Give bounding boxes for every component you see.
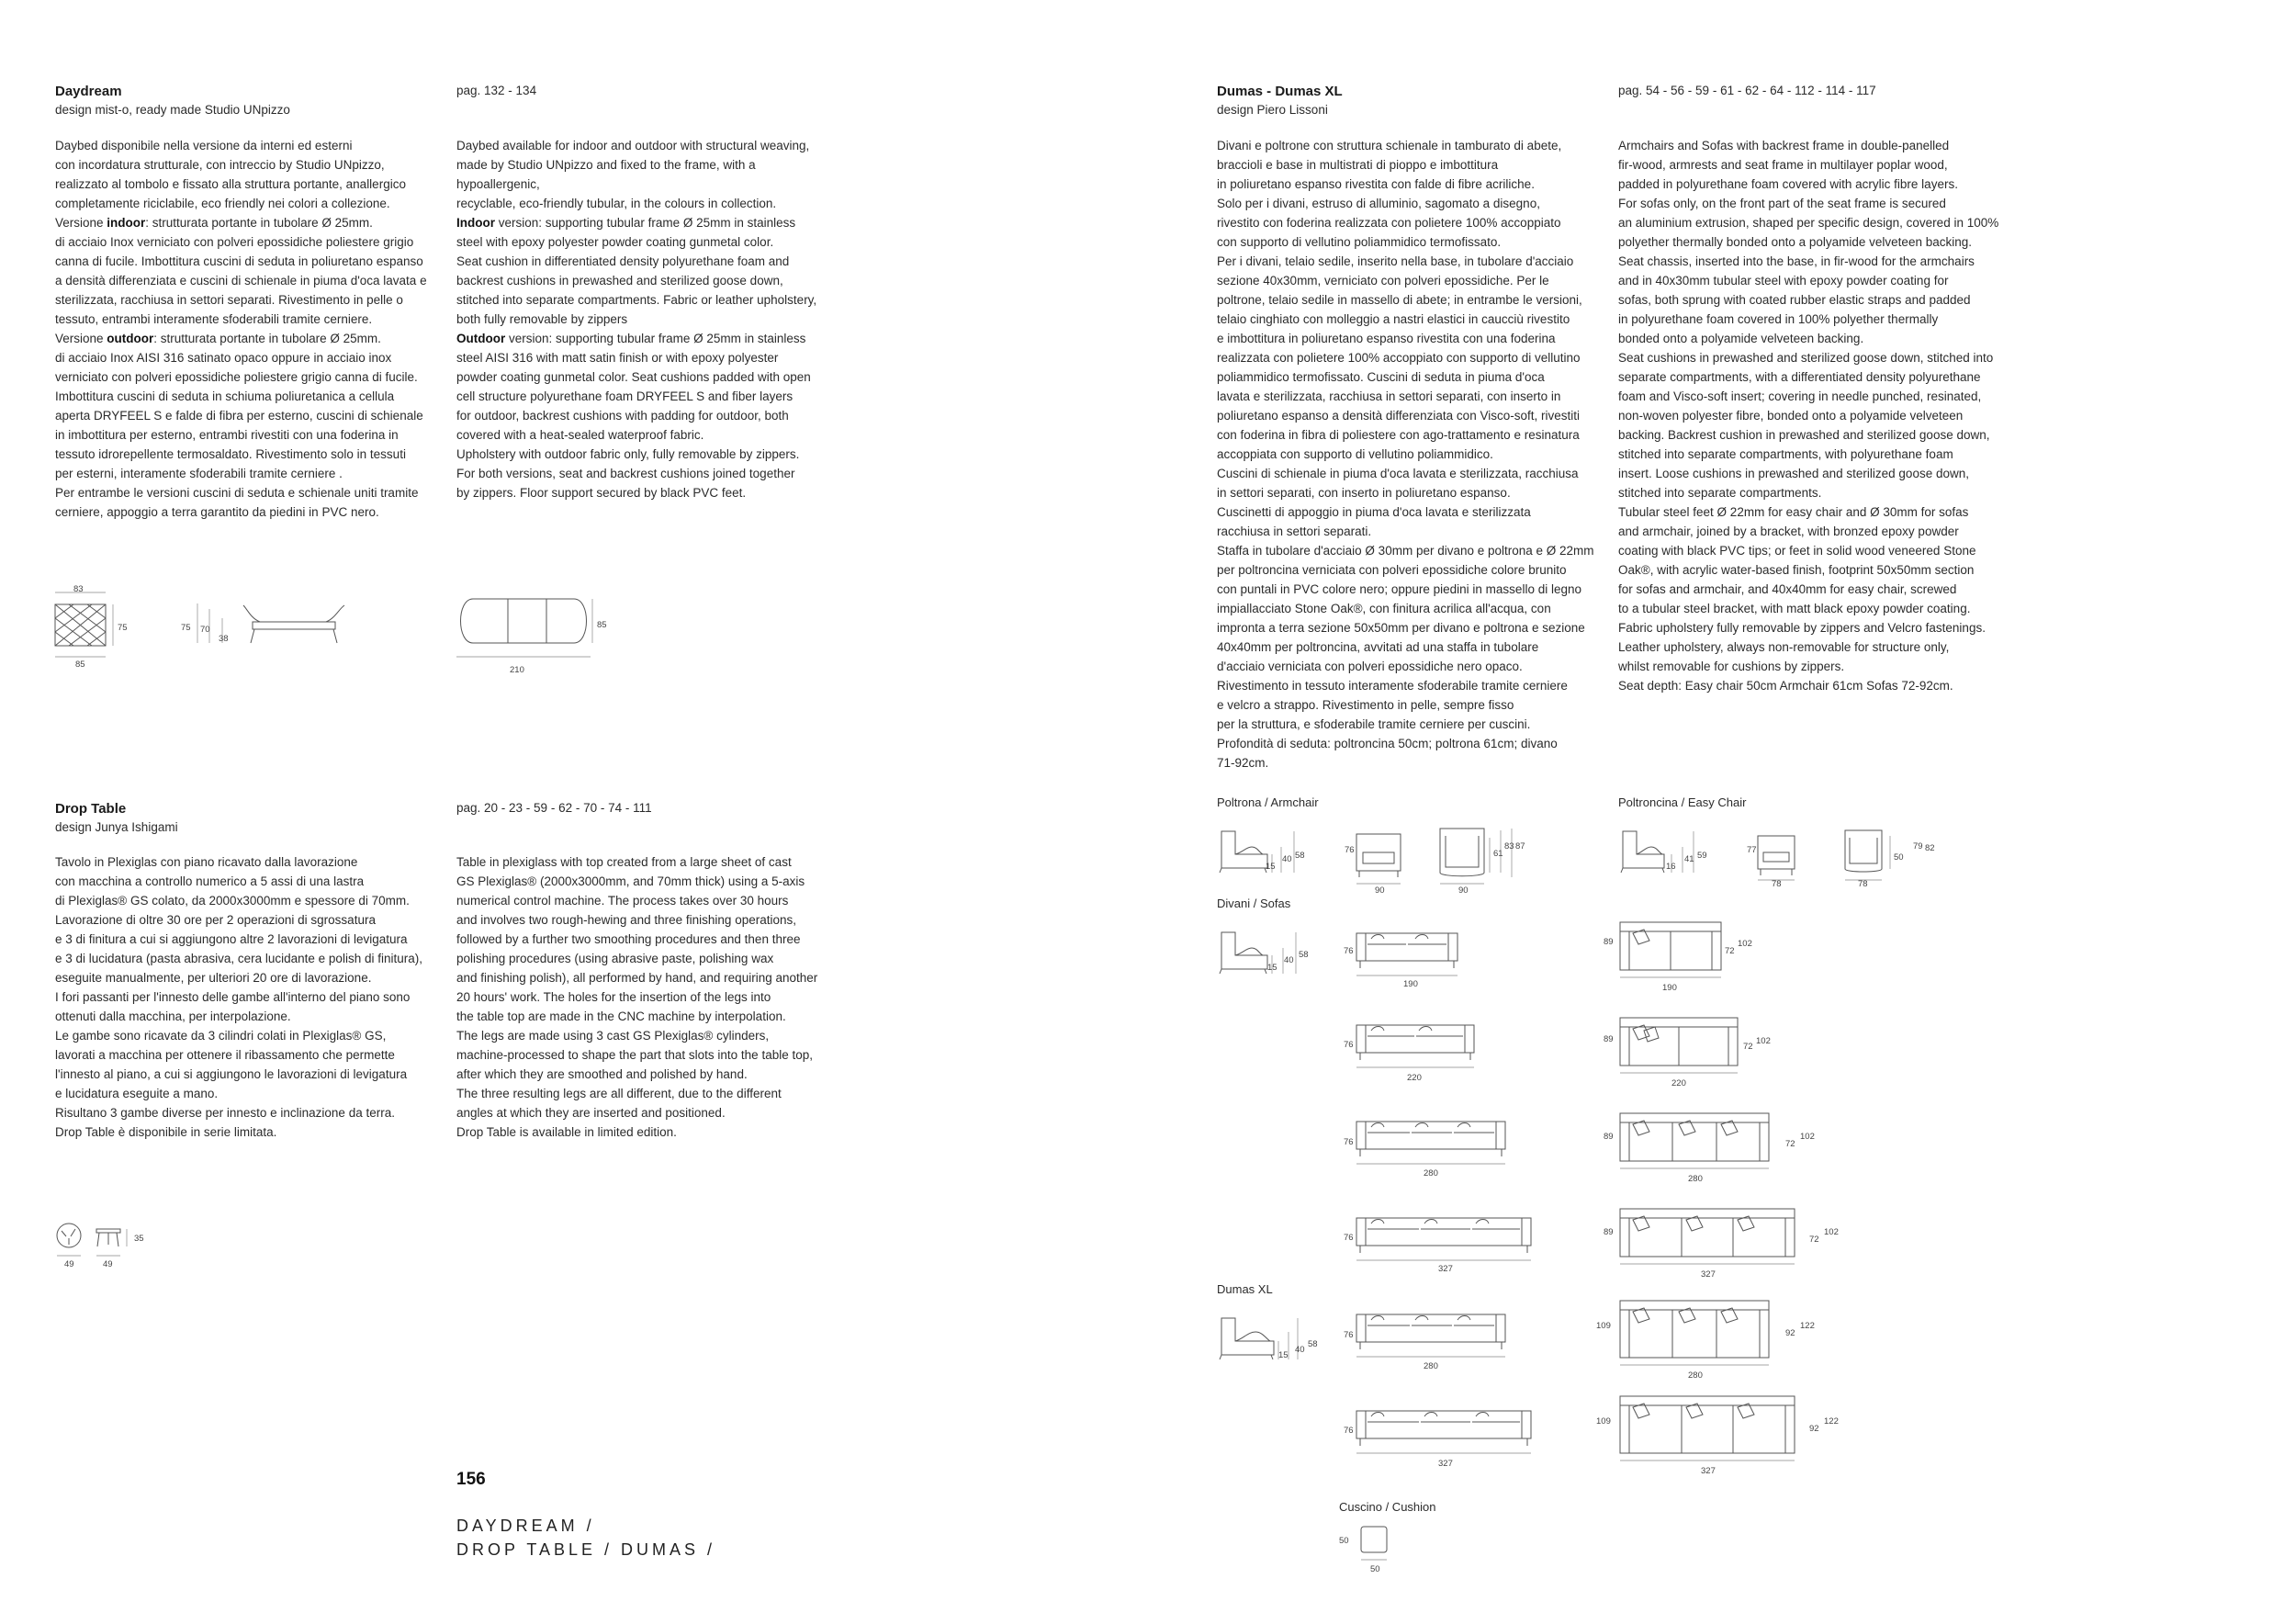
daydream-text-it (55, 136, 459, 522)
front-h-6: 76 (1344, 1426, 1354, 1436)
text-line: verniciato con polveri epossidiche poliestere grigio canna di fucile. (55, 370, 418, 384)
text-line: con incordatura strutturale, con intreccio by Studio UNpizzo, (55, 158, 385, 172)
text-line: Drop Table è disponibile in serie limitata. (55, 1125, 277, 1139)
plan-d2-1: 72 (1725, 946, 1735, 956)
front-w-1: 190 (1403, 979, 1418, 989)
text-line: 20 hours' work. The holes for the insertion of the legs into (456, 990, 771, 1004)
plan-w-2: 220 (1671, 1078, 1686, 1088)
text-line: Imbottitura cuscini di seduta in schiuma poliuretanica a cellula (55, 389, 395, 403)
easy-dim-d2: 79 (1913, 841, 1923, 851)
plan-d3-2: 102 (1756, 1036, 1771, 1046)
daydream-dim-c: 85 (75, 660, 85, 670)
text-line: tessuto, entrambi interamente sfoderabili tramite cerniere. (55, 312, 373, 326)
cushion-drawing (1359, 1525, 1396, 1566)
text-line: lavorati a macchina per ottenere il ribassamento che permette (55, 1048, 395, 1062)
text-line: and armchair, joined by a bracket, with bronzed epoxy powder (1618, 524, 1959, 538)
drop-table-dim-b: 49 (103, 1259, 113, 1269)
text-line: Tubular steel feet Ø 22mm for easy chair and Ø 30mm for sofas (1618, 505, 1969, 519)
text-line: canna di fucile. Imbottitura cuscini di seduta in poliuretano espanso (55, 254, 423, 268)
text-line: sofas, both sprung with coated rubber elastic straps and padded (1618, 293, 1971, 307)
text-line: per poltroncina verniciata con polveri epossidiche colore brunito (1217, 563, 1567, 577)
text-line: and finishing polish), all performed by hand, and requiring another (456, 971, 818, 985)
text-line: lavata e sterilizzata, racchiusa in settori separati, con inserto in (1217, 389, 1561, 403)
drop-table-text-en (456, 852, 861, 1142)
front-h-3: 76 (1344, 1137, 1354, 1147)
text-line: cell structure polyurethane foam DRYFEEL S and fiber layers (456, 389, 793, 403)
text-line: Lavorazione di oltre 30 ore per 2 operazioni di sgrossatura (55, 913, 376, 927)
text-line: and involves two rough-hewing and three finishing operations, (456, 913, 796, 927)
front-w-5: 280 (1424, 1361, 1438, 1371)
text-line: fir-wood, armrests and seat frame in multilayer poplar wood, (1618, 158, 1948, 172)
text-line: aperta DRYFEEL S e falde di fibra per esterno, cuscini di schienale (55, 409, 423, 423)
text-line: followed by a further two smoothing procedures and then three (456, 932, 801, 946)
text-line: non-woven polyester fibre, bonded onto a polyamide velveteen (1618, 409, 1964, 423)
text-line: whilst removable for cushions by zippers. (1618, 660, 1845, 673)
xl-plan-w-2: 327 (1701, 1466, 1716, 1476)
dumas-text-it (1217, 136, 1621, 773)
text-line: Table in plexiglass with top created from a large sheet of cast (456, 855, 792, 869)
text-line: eseguite manualmente, per ulteriori 20 ore di lavorazione. (55, 971, 372, 985)
text-line: after which they are smoothed and polished by hand. (456, 1067, 748, 1081)
xl-plan-d2-2: 92 (1809, 1424, 1819, 1434)
footer-line-2: DROP TABLE / DUMAS / (456, 1540, 716, 1559)
text-line: e lucidatura eseguite a mano. (55, 1087, 219, 1100)
text-line: and in 40x30mm tubular steel with epoxy powder coating for (1618, 274, 1949, 288)
easy-dim-w2: 78 (1858, 879, 1868, 889)
sofa-dim-h1: 15 (1267, 963, 1277, 973)
arm-dim-d1: 61 (1493, 849, 1503, 859)
text-line: con supporto di vellutino poliammidico termofissato. (1217, 235, 1502, 249)
arm-dim-d3: 87 (1515, 841, 1525, 851)
xl-plan-280 (1618, 1299, 1802, 1368)
cushion-dim-b: 50 (1370, 1564, 1380, 1574)
dumas-armchair-label: Poltrona / Armchair (1217, 795, 1319, 809)
drop-table-dim-c: 35 (134, 1234, 144, 1244)
daydream-dim-f: 38 (219, 634, 229, 644)
xl-plan-327 (1618, 1394, 1820, 1463)
easy-chair-drawings (1618, 827, 1894, 891)
text-line: Drop Table is available in limited edition. (456, 1125, 677, 1139)
daydream-dim-d: 75 (181, 623, 191, 633)
text-line: in settori separati, con inserto in poliuretano espanso. (1217, 486, 1511, 500)
text-line: Rivestimento in tessuto interamente sfoderabile tramite cerniere (1217, 679, 1568, 693)
text-line: Oak®, with acrylic water-based finish, footprint 50x50mm section (1618, 563, 1975, 577)
text-line: in polyurethane foam covered in 100% polyether thermally (1618, 312, 1939, 326)
front-w-3: 280 (1424, 1168, 1438, 1179)
plan-d3-3: 102 (1800, 1132, 1815, 1142)
text-line: Indoor version: supporting tubular frame Ø 25mm in stainless (456, 216, 796, 230)
sofa-dim-h3: 58 (1299, 950, 1309, 960)
text-line: made by Studio UNpizzo and fixed to the frame, with a (456, 158, 756, 172)
xl-front-280 (1355, 1309, 1520, 1359)
dumas-designer: design Piero Lissoni (1217, 103, 1328, 117)
footer-section-title (456, 1514, 715, 1562)
front-w-2: 220 (1407, 1073, 1422, 1083)
text-line: Leather upholstery, always non-removable for structure only, (1618, 640, 1950, 654)
text-line: telaio cinghiato con molleggio a nastri elastici in caucciù rivestito (1217, 312, 1570, 326)
xl-plan-d1-2: 109 (1596, 1416, 1611, 1427)
easy-dim-f: 77 (1747, 845, 1757, 855)
text-line: Armchairs and Sofas with backrest frame in double-panelled (1618, 139, 1950, 152)
text-line: l'innesto al piano, a cui si aggiungono le lavorazioni di levigatura (55, 1067, 408, 1081)
text-line: cerniere, appoggio a terra garantito da piedini in PVC nero. (55, 505, 379, 519)
text-line: per la struttura, e sfoderabile tramite cerniere per cuscini. (1217, 717, 1531, 731)
text-line: For both versions, seat and backrest cushions joined together (456, 467, 795, 480)
text-line: di Plexiglas® GS colato, da 2000x3000mm e spessore di 70mm. (55, 894, 410, 908)
front-w-6: 327 (1438, 1459, 1453, 1469)
text-line: angles at which they are inserted and positioned. (456, 1106, 726, 1120)
drop-table-designer: design Junya Ishigami (55, 820, 178, 834)
text-line: di acciaio Inox verniciato con polveri epossidiche poliestere grigio (55, 235, 414, 249)
front-w-4: 327 (1438, 1264, 1453, 1274)
daydream-dim-g: 85 (597, 620, 607, 630)
text-line: in poliuretano espanso rivestita con falde di fibre acriliche. (1217, 177, 1535, 191)
text-line: I fori passanti per l'innesto delle gambe all'interno del piano sono (55, 990, 411, 1004)
page-number: 156 (456, 1470, 486, 1489)
text-line: coating with black PVC tips; or feet in solid wood veneered Stone (1618, 544, 1976, 558)
plan-d2-4: 72 (1809, 1235, 1819, 1245)
text-line: 71-92cm. (1217, 756, 1269, 770)
xl-plan-d3-2: 122 (1824, 1416, 1839, 1427)
daydream-dim-a: 83 (73, 584, 84, 594)
front-h-5: 76 (1344, 1330, 1354, 1340)
xl-dim-h1: 15 (1278, 1350, 1289, 1360)
text-line: The three resulting legs are all different, due to the different (456, 1087, 782, 1100)
text-line: Staffa in tubolare d'acciaio Ø 30mm per divano e poltrona e Ø 22mm (1217, 544, 1594, 558)
text-line: padded in polyurethane foam covered with acrylic fibre layers. (1618, 177, 1958, 191)
drop-table-dim-a: 49 (64, 1259, 74, 1269)
plan-d1-2: 89 (1604, 1034, 1614, 1044)
plan-d3-1: 102 (1738, 939, 1752, 949)
text-line: For sofas only, on the front part of the seat frame is secured (1618, 197, 1946, 210)
dumas-xl-label: Dumas XL (1217, 1282, 1273, 1296)
text-line: Seat depth: Easy chair 50cm Armchair 61cm Sofas 72-92cm. (1618, 679, 1953, 693)
text-line: con macchina a controllo numerico a 5 assi di una lastra (55, 874, 365, 888)
plan-d2-3: 72 (1785, 1139, 1795, 1149)
sofa-front-327 (1355, 1212, 1548, 1263)
dumas-title: Dumas - Dumas XL (1217, 84, 1343, 99)
text-line: machine-processed to shape the part that slots into the table top, (456, 1048, 813, 1062)
text-line: tessuto idrorepellente termosaldato. Rivestimento solo in tessuti (55, 447, 406, 461)
text-line: for sofas and armchair, and 40x40mm for easy chair, screwed (1618, 582, 1957, 596)
plan-d3-4: 102 (1824, 1227, 1839, 1237)
dumas-header (1217, 83, 1621, 118)
text-line: sezione 40x30mm, verniciato con polveri epossidiche. Per le (1217, 274, 1549, 288)
text-line: numerical control machine. The process takes over 30 hours (456, 894, 789, 908)
daydream-text-en (456, 136, 861, 502)
text-line: a densità differenziata e cuscini di schienale in piuma d'oca lavata e (55, 274, 427, 288)
sofa-front-280 (1355, 1116, 1520, 1167)
plan-d2-2: 72 (1743, 1042, 1753, 1052)
daydream-header (55, 83, 459, 118)
text-line: stitched into separate compartments. Fabric or leather upholstery, (456, 293, 817, 307)
dumas-cushion-label: Cuscino / Cushion (1339, 1500, 1436, 1514)
text-line: racchiusa in settori separati. (1217, 524, 1372, 538)
daydream-designer: design mist-o, ready made Studio UNpizzo (55, 103, 290, 117)
text-line: Solo per i divani, estruso di alluminio, sagomato a disegno, (1217, 197, 1540, 210)
plan-w-1: 190 (1662, 983, 1677, 993)
dumas-easy-chair-label: Poltroncina / Easy Chair (1618, 795, 1747, 809)
dumas-text-en (1618, 136, 2022, 695)
text-line: powder coating gunmetal color. Seat cushions padded with open (456, 370, 811, 384)
xl-dim-h2: 40 (1295, 1345, 1305, 1355)
text-line: Tavolo in Plexiglas con piano ricavato dalla lavorazione (55, 855, 358, 869)
daydream-dim-b: 75 (118, 623, 128, 633)
easy-dim-w1: 78 (1772, 879, 1782, 889)
easy-dim-d3: 82 (1925, 843, 1935, 853)
easy-dim-h3: 59 (1697, 851, 1707, 861)
text-line: Seat cushion in differentiated density polyurethane foam and (456, 254, 790, 268)
xl-plan-d1-1: 109 (1596, 1321, 1611, 1331)
text-line: polyether thermally bonded onto a polyamide velveteen backing. (1618, 235, 1972, 249)
sofa-plan-280 (1618, 1111, 1802, 1171)
arm-dim-d2: 83 (1504, 841, 1514, 851)
text-line: sterilizzata, racchiusa in settori separati. Rivestimento in pelle o (55, 293, 403, 307)
arm-dim-h2: 40 (1282, 854, 1292, 864)
text-line: Versione outdoor: strutturata portante in tubolare Ø 25mm. (55, 332, 381, 345)
plan-d1-4: 89 (1604, 1227, 1614, 1237)
text-line: Risultano 3 gambe diverse per innesto e inclinazione da terra. (55, 1106, 395, 1120)
text-line: backrest cushions in prewashed and sterilized goose down, (456, 274, 783, 288)
text-line: con puntali in PVC colore nero; oppure piedini in massello di legno (1217, 582, 1581, 596)
xl-plan-w-1: 280 (1688, 1370, 1703, 1381)
text-line: accoppiata con supporto di vellutino poliammidico. (1217, 447, 1493, 461)
daydream-title: Daydream (55, 84, 122, 99)
text-line: e imbottitura in poliuretano espanso rivestita con una foderina (1217, 332, 1556, 345)
text-line: recyclable, eco-friendly tubular, in the colours in collection. (456, 197, 777, 210)
text-line: di acciaio Inox AISI 316 satinato opaco oppure in acciaio inox (55, 351, 392, 365)
text-line: the table top are made in the CNC machine by interpolation. (456, 1009, 786, 1023)
text-line: stitched into separate compartments, with polyurethane foam (1618, 447, 1953, 461)
footer-line-1: DAYDREAM / (456, 1517, 595, 1535)
xl-plan-d3-1: 122 (1800, 1321, 1815, 1331)
sofa-front-190 (1355, 928, 1474, 978)
text-line: bonded onto a polyamide velveteen backing. (1618, 332, 1864, 345)
text-line: hypoallergenic, (456, 177, 540, 191)
text-line: braccioli e base in multistrati di pioppo e imbottitura (1217, 158, 1499, 172)
text-line: poltrone, telaio sedile in massello di abete; in entrambe le versioni, (1217, 293, 1582, 307)
text-line: ottenuti dalla macchina, per interpolazione. (55, 1009, 291, 1023)
easy-dim-h1: 16 (1666, 862, 1676, 872)
text-line: The legs are made using 3 cast GS Plexiglas® cylinders, (456, 1029, 770, 1043)
drop-table-header (55, 800, 459, 836)
text-line: con foderina in fibra di poliestere con ago-trattamento e resinatura (1217, 428, 1580, 442)
drop-table-pages: pag. 20 - 23 - 59 - 62 - 70 - 74 - 111 (456, 801, 652, 815)
text-line: Cuscinetti di appoggio in piuma d'oca lavata e sterilizzata (1217, 505, 1531, 519)
text-line: backing. Backrest cushion in prewashed and sterilized goose down, (1618, 428, 1990, 442)
plan-w-3: 280 (1688, 1174, 1703, 1184)
text-line: Seat chassis, inserted into the base, in fir-wood for the armchairs (1618, 254, 1975, 268)
xl-dim-h3: 58 (1308, 1339, 1318, 1349)
cushion-dim-a: 50 (1339, 1536, 1349, 1546)
text-line: per esterni, interamente sfoderabili tramite cerniere . (55, 467, 343, 480)
xl-plan-d2-1: 92 (1785, 1328, 1795, 1338)
daydream-pages: pag. 132 - 134 (456, 84, 537, 97)
text-line: e velcro a strappo. Rivestimento in pelle, sempre fisso (1217, 698, 1514, 712)
text-line: Versione indoor: strutturata portante in tubolare Ø 25mm. (55, 216, 373, 230)
text-line: Profondità di seduta: poltroncina 50cm; poltrona 61cm; divano (1217, 737, 1558, 750)
text-line: steel AISI 316 with matt satin finish or with epoxy polyester (456, 351, 779, 365)
text-line: Le gambe sono ricavate da 3 cilindri colati in Plexiglas® GS, (55, 1029, 387, 1043)
text-line: Upholstery with outdoor fabric only, fully removable by zippers. (456, 447, 800, 461)
text-line: realizzato al tombolo e fissato alla struttura portante, anallergico (55, 177, 406, 191)
plan-d1-1: 89 (1604, 937, 1614, 947)
text-line: Cuscini di schienale in piuma d'oca lavata e sterilizzata, racchiusa (1217, 467, 1579, 480)
text-line: Seat cushions in prewashed and sterilized goose down, stitched into (1618, 351, 1994, 365)
dumas-pages: pag. 54 - 56 - 59 - 61 - 62 - 64 - 112 - 114 - 117 (1618, 84, 1876, 97)
text-line: Outdoor version: supporting tubular frame Ø 25mm in stainless (456, 332, 806, 345)
text-line: e 3 di lucidatura (pasta abrasiva, cera lucidante e polish di finitura), (55, 952, 422, 965)
text-line: realizzata con polietere 100% accoppiato con supporto di vellutino (1217, 351, 1581, 365)
front-h-1: 76 (1344, 946, 1354, 956)
drop-table-text-it (55, 852, 459, 1142)
text-line: 40x40mm per poltroncina, avvitati ad una staffa in tubolare (1217, 640, 1539, 654)
text-line: foam and Visco-soft insert; covering in needle punched, resinated, (1618, 389, 1982, 403)
arm-dim-w2: 90 (1458, 885, 1469, 896)
text-line: in imbottitura per esterno, entrambi rivestiti con una foderina in (55, 428, 399, 442)
daydream-top-drawing (455, 597, 611, 675)
text-line: by zippers. Floor support secured by black PVC feet. (456, 486, 747, 500)
text-line: for outdoor, backrest cushions with padding for outdoor, both (456, 409, 789, 423)
drop-table-title: Drop Table (55, 801, 127, 817)
text-line: Per entrambe le versioni cuscini di seduta e schienale uniti tramite (55, 486, 419, 500)
text-line: poliuretano espanso a densità differenziata con Visco-soft, rivestiti (1217, 409, 1580, 423)
text-line: polishing procedures (using abrasive paste, polishing wax (456, 952, 774, 965)
text-line: separate compartments, with a differentiated density polyurethane (1618, 370, 1981, 384)
text-line: covered with a heat-sealed waterproof fabric. (456, 428, 704, 442)
text-line: insert. Loose cushions in prewashed and sterilized goose down, (1618, 467, 1969, 480)
text-line: Daybed available for indoor and outdoor with structural weaving, (456, 139, 810, 152)
arm-dim-h3: 58 (1295, 851, 1305, 861)
text-line: Fabric upholstery fully removable by zippers and Velcro fastenings. (1618, 621, 1986, 635)
text-line: both fully removable by zippers (456, 312, 628, 326)
text-line: rivestito con foderina realizzata con polietere 100% accoppiato (1217, 216, 1561, 230)
xl-front-327 (1355, 1405, 1548, 1456)
text-line: Daybed disponibile nella versione da interni ed esterni (55, 139, 353, 152)
sofa-front-220 (1355, 1020, 1492, 1070)
arm-dim-f: 76 (1345, 845, 1355, 855)
easy-dim-h2: 41 (1684, 854, 1694, 864)
text-line: d'acciaio verniciata con polveri epossidiche nero opaco. (1217, 660, 1523, 673)
front-h-2: 76 (1344, 1040, 1354, 1050)
text-line: completamente riciclabile, eco friendly nei colori a collezione. (55, 197, 390, 210)
text-line: to a tubular steel bracket, with matt black epoxy powder coating. (1618, 602, 1971, 615)
xl-side-drawing (1217, 1314, 1300, 1369)
text-line: poliammidico termofissato. Cuscini di seduta in piuma d'oca (1217, 370, 1545, 384)
text-line: an aluminium extrusion, shaped per specific design, covered in 100% (1618, 216, 1999, 230)
text-line: steel with epoxy polyester powder coating gunmetal color. (456, 235, 774, 249)
dumas-sofas-label: Divani / Sofas (1217, 897, 1291, 910)
text-line: impiallacciato Stone Oak®, con finitura acrilica all'acqua, con (1217, 602, 1551, 615)
armchair-drawings (1217, 827, 1584, 891)
plan-d1-3: 89 (1604, 1132, 1614, 1142)
daydream-dim-h: 210 (510, 665, 524, 675)
sofa-dim-h2: 40 (1284, 955, 1294, 965)
text-line: impronta a terra sezione 50x50mm per divano e poltrona e sezione (1217, 621, 1585, 635)
text-line: stitched into separate compartments. (1618, 486, 1822, 500)
front-h-4: 76 (1344, 1233, 1354, 1243)
text-line: GS Plexiglas® (2000x3000mm, and 70mm thick) using a 5-axis (456, 874, 805, 888)
arm-dim-w1: 90 (1375, 885, 1385, 896)
easy-dim-d1: 50 (1894, 852, 1904, 863)
daydream-dim-e: 70 (200, 625, 210, 635)
sofa-plan-327 (1618, 1207, 1820, 1267)
text-line: Per i divani, telaio sedile, inserito nella base, in tubolare d'acciaio (1217, 254, 1574, 268)
arm-dim-h1: 15 (1266, 862, 1276, 872)
plan-w-4: 327 (1701, 1269, 1716, 1280)
text-line: Divani e poltrone con struttura schienale in tamburato di abete, (1217, 139, 1562, 152)
text-line: e 3 di finitura a cui si aggiungono altre 2 lavorazioni di levigatura (55, 932, 408, 946)
